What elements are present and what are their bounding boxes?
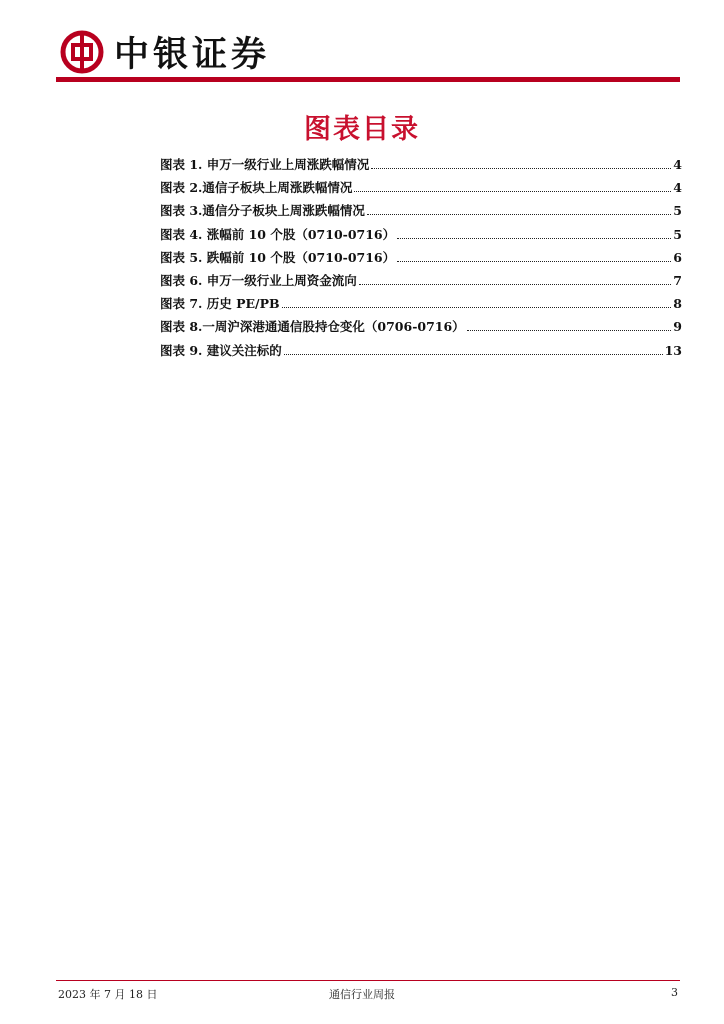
table-of-figures: [160, 153, 682, 362]
toc-entry-page: 4: [673, 180, 682, 196]
toc-entry-label: 图表 4. 涨幅前 10 个股（0710-0716）: [160, 226, 396, 242]
footer-date: 2023 年 7 月 18 日: [58, 988, 158, 1001]
toc-entry-label: 图表 2.通信子板块上周涨跌幅情况: [160, 180, 353, 196]
toc-leader-dots: [467, 330, 672, 331]
toc-entry-label: 图表 1. 申万一级行业上周涨跌幅情况: [160, 157, 370, 172]
toc-entry-page: 5: [673, 226, 682, 242]
toc-leader-dots: [397, 261, 671, 262]
toc-entry-label: 图表 3.通信分子板块上周涨跌幅情况: [160, 203, 365, 219]
toc-entry-page: 4: [673, 157, 682, 172]
toc-leader-dots: [284, 354, 663, 355]
toc-entry[interactable]: [160, 199, 682, 222]
toc-entry[interactable]: [160, 292, 682, 315]
toc-entry-label: 图表 8.一周沪深港通通信股持仓变化（0706-0716）: [160, 319, 465, 335]
page-header: [60, 28, 270, 76]
toc-entry-label: 图表 9. 建议关注标的: [160, 342, 282, 358]
toc-entry-page: 9: [673, 319, 682, 335]
footer-divider: [56, 980, 680, 981]
toc-entry[interactable]: [160, 176, 682, 199]
toc-entry[interactable]: [160, 269, 682, 292]
toc-entry-label: 图表 6. 申万一级行业上周资金流向: [160, 272, 357, 288]
header-divider: [56, 77, 680, 82]
toc-leader-dots: [367, 214, 671, 215]
toc-title: 图表目录: [304, 114, 420, 145]
brand-name: 中银证券: [114, 35, 271, 75]
toc-entry-page: 5: [673, 203, 682, 219]
toc-leader-dots: [354, 191, 671, 192]
toc-leader-dots: [282, 307, 672, 308]
toc-entry-page: 7: [673, 272, 682, 288]
footer-report-name: 通信行业周报: [329, 988, 395, 1001]
toc-entry-page: 6: [673, 249, 682, 265]
toc-entry[interactable]: [160, 315, 682, 338]
toc-entry[interactable]: [160, 246, 682, 269]
toc-entry[interactable]: [160, 153, 682, 176]
toc-entry-label: 图表 5. 跌幅前 10 个股（0710-0716）: [160, 249, 396, 265]
toc-leader-dots: [371, 168, 671, 169]
toc-entry[interactable]: [160, 223, 682, 246]
toc-entry-page: 13: [664, 342, 682, 358]
toc-entry-page: 8: [673, 296, 682, 312]
footer-page-number: 3: [671, 986, 678, 999]
toc-leader-dots: [359, 284, 672, 285]
bank-of-china-logo-icon: [60, 30, 104, 74]
toc-leader-dots: [397, 238, 671, 239]
toc-entry[interactable]: [160, 339, 682, 362]
toc-entry-label: 图表 7. 历史 PE/PB: [160, 296, 280, 312]
